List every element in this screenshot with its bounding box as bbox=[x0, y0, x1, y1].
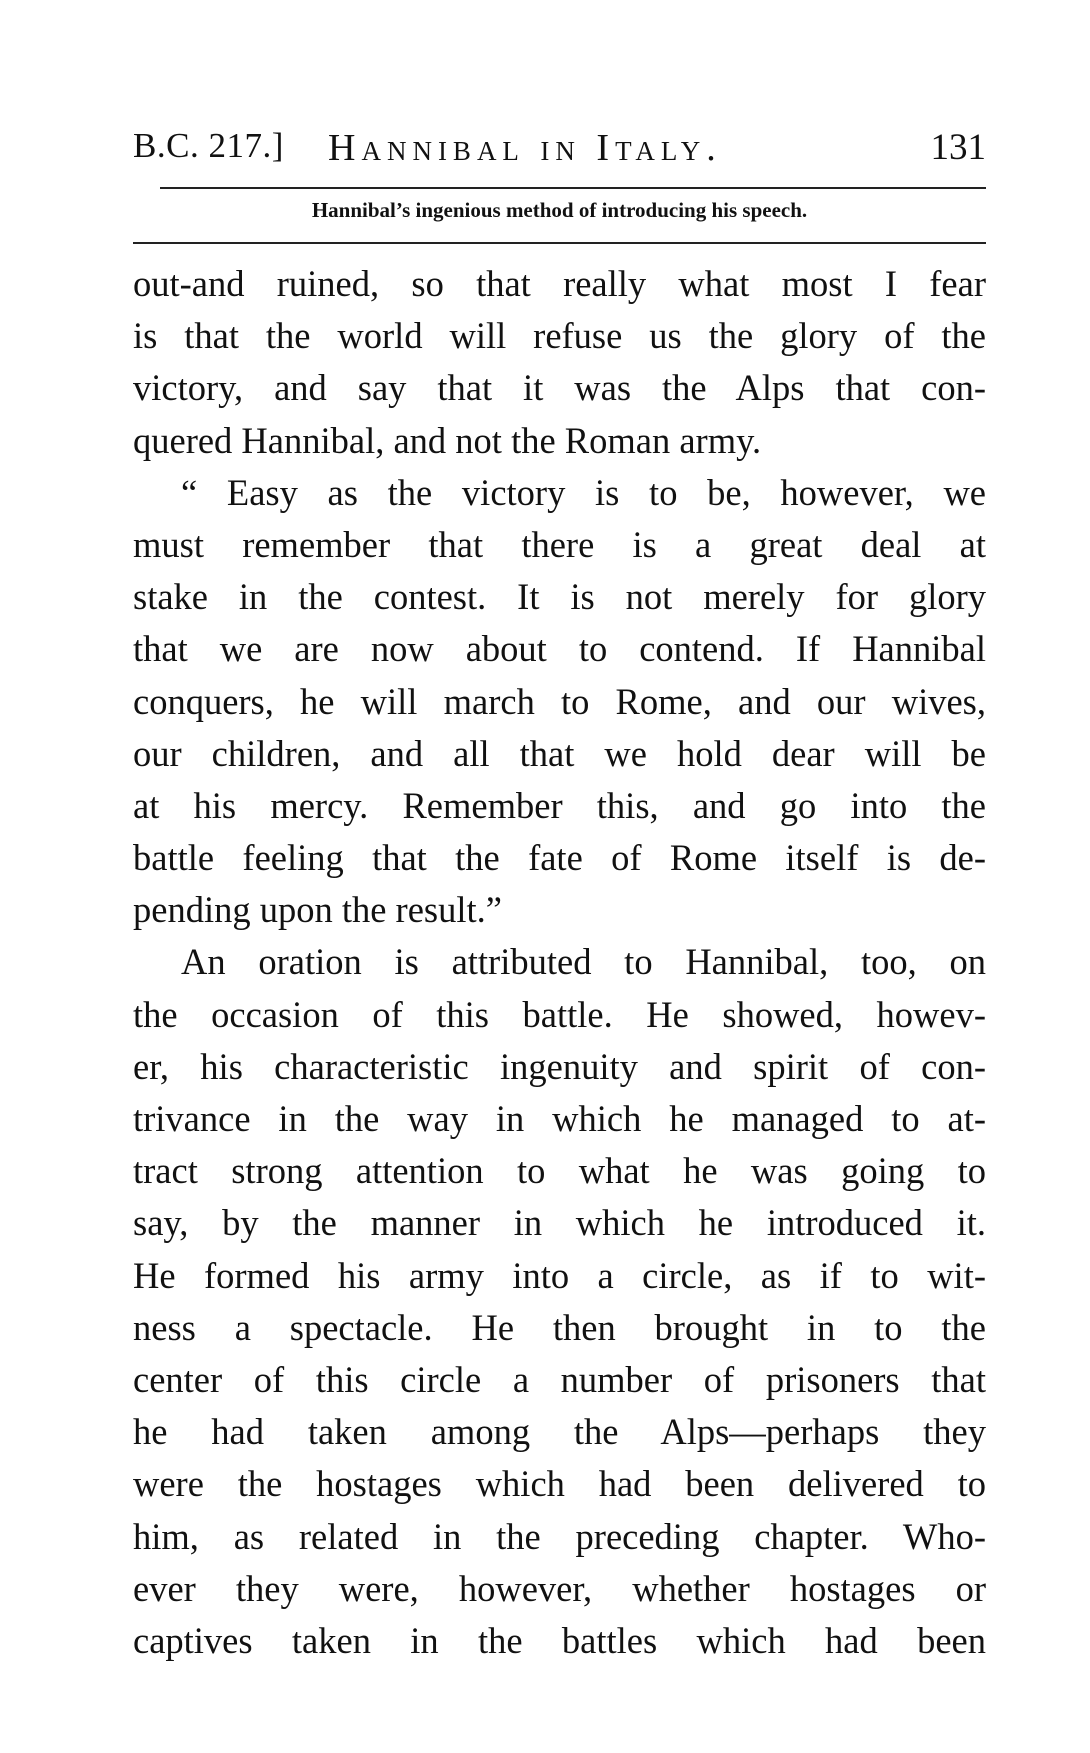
text-line: our children, and all that we hold dear will be bbox=[133, 732, 986, 774]
text-line: out-and ruined, so that really what most I fear bbox=[133, 263, 986, 304]
text-line: that we are now about to contend. If Hannibal bbox=[133, 628, 986, 670]
header-date-ref: B.C. 217.] bbox=[133, 126, 284, 165]
text-line: at his mercy. Remember this, and go into the bbox=[133, 784, 986, 826]
text-line: conquers, he will march to Rome, and our wives, bbox=[133, 680, 986, 722]
text-line: trivance in the way in which he managed to at- bbox=[133, 1098, 986, 1139]
header-rule-bottom bbox=[133, 242, 986, 244]
text-line: stake in the contest. It is not merely for glory bbox=[133, 576, 986, 618]
text-line: ever they were, however, whether hostages or bbox=[133, 1567, 986, 1609]
header-rule-top bbox=[160, 187, 986, 189]
text-line: captives taken in the battles which had been bbox=[133, 1619, 986, 1661]
text-line: An oration is attributed to Hannibal, too, on bbox=[181, 941, 986, 983]
body-text bbox=[133, 258, 986, 1667]
text-line: “ Easy as the victory is to be, however, we bbox=[181, 471, 986, 513]
text-line: pending upon the result.” bbox=[133, 889, 502, 931]
text-line: battle feeling that the fate of Rome itself is de- bbox=[133, 837, 986, 879]
text-line: were the hostages which had been delivered to bbox=[133, 1463, 986, 1505]
text-line: the occasion of this battle. He showed, howev- bbox=[133, 993, 986, 1035]
text-line: er, his characteristic ingenuity and spirit of con- bbox=[133, 1045, 986, 1087]
text-line: He formed his army into a circle, as if to wit- bbox=[133, 1254, 986, 1296]
text-line: is that the world will refuse us the glory of the bbox=[133, 315, 986, 357]
page-number: 131 bbox=[930, 127, 986, 168]
text-line: him, as related in the preceding chapter. Who- bbox=[133, 1515, 986, 1557]
page-subtitle: Hannibal’s ingenious method of introducing his speech. bbox=[311, 198, 808, 222]
text-line: ness a spectacle. He then brought in to the bbox=[133, 1306, 986, 1348]
text-line: must remember that there is a great deal at bbox=[133, 523, 986, 565]
text-line: victory, and say that it was the Alps that con- bbox=[133, 367, 986, 409]
text-line: tract strong attention to what he was going to bbox=[133, 1150, 986, 1192]
text-line: say, by the manner in which he introduced it. bbox=[133, 1202, 986, 1244]
running-header bbox=[133, 118, 986, 178]
text-line: he had taken among the Alps—perhaps they bbox=[133, 1411, 986, 1453]
header-running-title: Hannibal in Italy. bbox=[328, 127, 722, 169]
text-line: center of this circle a number of prisoners that bbox=[133, 1358, 986, 1400]
text-line: quered Hannibal, and not the Roman army. bbox=[133, 419, 762, 461]
